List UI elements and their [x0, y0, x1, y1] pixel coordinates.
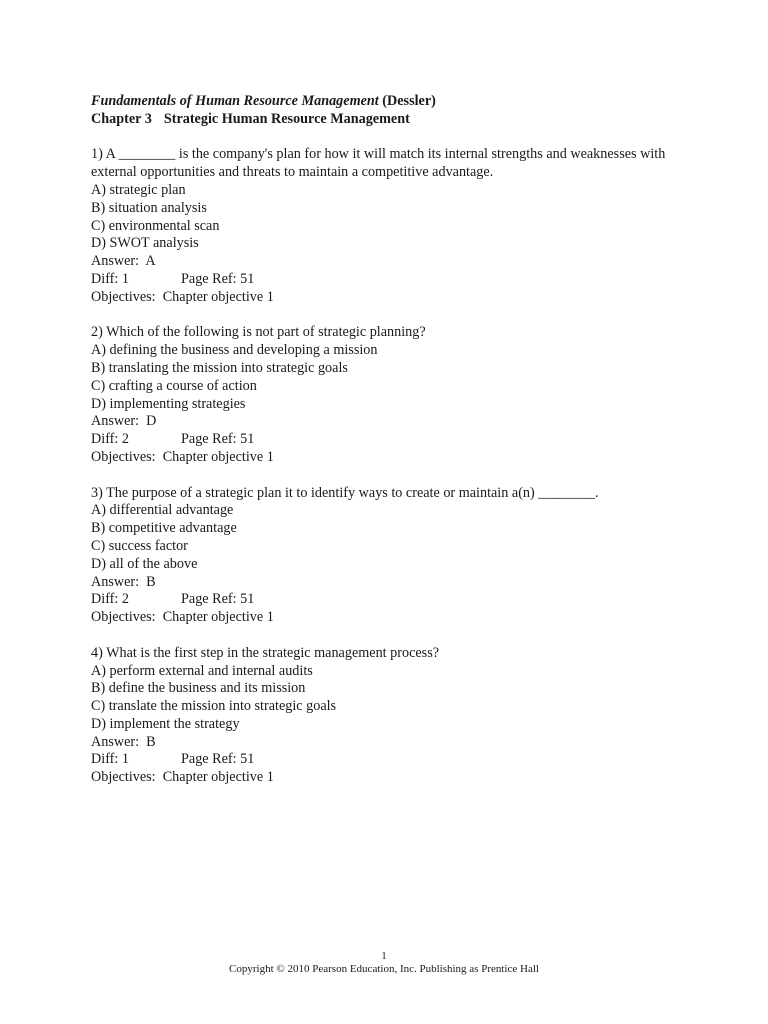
option-c: C) environmental scan [91, 217, 220, 234]
question-1 [91, 146, 711, 306]
difficulty: Diff: 2 [91, 431, 129, 448]
option-a: A) strategic plan [91, 181, 186, 198]
page-number: 1 [381, 950, 387, 962]
chapter-title: Strategic Human Resource Management [163, 110, 410, 127]
option-b: B) translating the mission into strategic goals [91, 359, 348, 376]
question-text: 4) What is the first step in the strategic management process? [91, 644, 440, 661]
option-d: D) implement the strategy [91, 715, 240, 732]
page-reference: Page Ref: 51 [181, 751, 255, 768]
chapter-label: Chapter 3 [91, 110, 152, 127]
page-reference: Page Ref: 51 [181, 270, 255, 287]
option-c: C) crafting a course of action [91, 377, 257, 394]
page-reference: Page Ref: 51 [181, 591, 255, 608]
answer: Answer: D [91, 413, 157, 430]
answer: Answer: B [91, 733, 156, 750]
option-b: B) situation analysis [91, 199, 207, 216]
page-footer [0, 950, 768, 976]
objectives: Objectives: Chapter objective 1 [91, 288, 274, 305]
option-d: D) SWOT analysis [91, 235, 199, 252]
difficulty: Diff: 1 [91, 751, 129, 768]
difficulty: Diff: 2 [91, 591, 129, 608]
question-4 [91, 645, 711, 787]
question-text: 1) A ________ is the company's plan for how it will match its internal strengths and weaknesses with external opportunities and threats to maintain a competitive advantage. [91, 146, 669, 181]
objectives: Objectives: Chapter objective 1 [91, 769, 274, 786]
book-author: (Dessler) [382, 93, 436, 109]
book-title: Fundamentals of Human Resource Management [91, 93, 379, 109]
option-a: A) defining the business and developing a mission [91, 342, 378, 359]
difficulty-row [91, 591, 711, 609]
question-3 [91, 485, 711, 627]
chapter-heading [91, 111, 711, 129]
copyright-notice: Copyright © 2010 Pearson Education, Inc. Publishing as Prentice Hall [229, 963, 539, 975]
objectives: Objectives: Chapter objective 1 [91, 448, 274, 465]
option-d: D) all of the above [91, 555, 198, 572]
objectives: Objectives: Chapter objective 1 [91, 609, 274, 626]
difficulty-row [91, 431, 711, 449]
option-b: B) competitive advantage [91, 520, 237, 537]
question-text: 3) The purpose of a strategic plan it to identify ways to create or maintain a(n) ________. [91, 484, 599, 501]
option-c: C) translate the mission into strategic goals [91, 698, 337, 715]
document-body [91, 93, 711, 787]
answer: Answer: B [91, 573, 156, 590]
question-2 [91, 324, 711, 466]
option-c: C) success factor [91, 537, 188, 554]
option-a: A) perform external and internal audits [91, 662, 313, 679]
option-d: D) implementing strategies [91, 395, 246, 412]
question-text: 2) Which of the following is not part of strategic planning? [91, 324, 426, 341]
difficulty-row [91, 271, 711, 289]
option-b: B) define the business and its mission [91, 680, 306, 697]
book-title-line [91, 93, 711, 111]
page-reference: Page Ref: 51 [181, 431, 255, 448]
answer: Answer: A [91, 253, 156, 270]
difficulty-row [91, 751, 711, 769]
difficulty: Diff: 1 [91, 270, 129, 287]
option-a: A) differential advantage [91, 502, 234, 519]
